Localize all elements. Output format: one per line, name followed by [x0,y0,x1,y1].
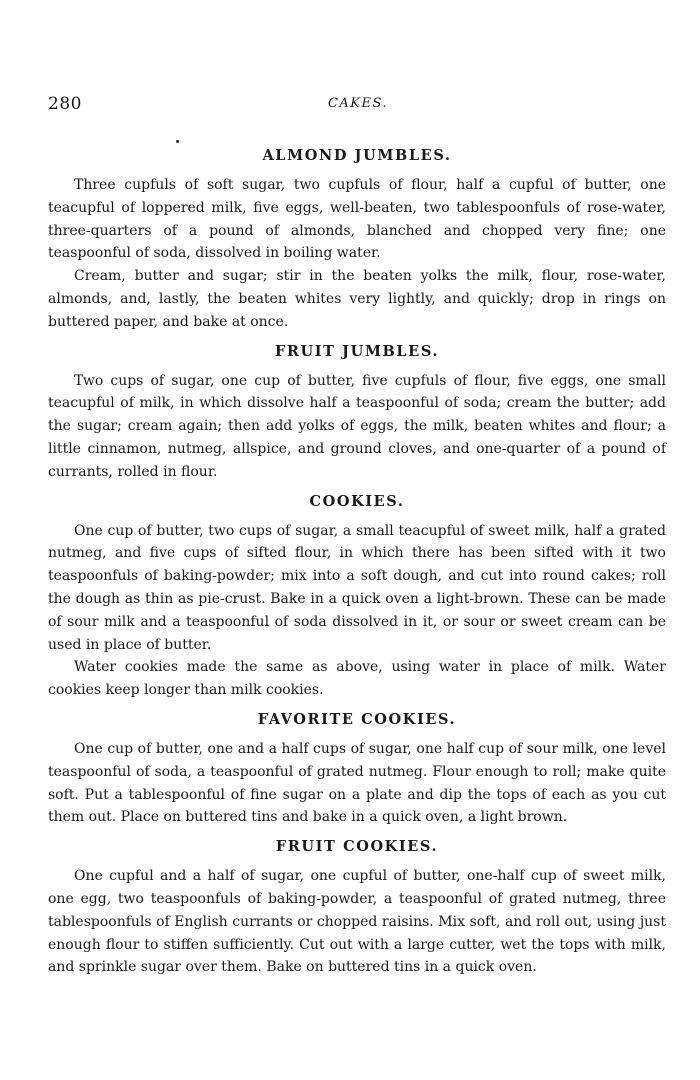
recipe-paragraph: One cupful and a half of sugar, one cupful of butter, one-half cup of sweet milk, one egg, two teaspoonfuls of baking-powder, a teaspoonful of grated nutmeg, three tablespoonfuls of English currants or chopped raisins. Mix soft, and roll out, using just enough flour to stiffen sufficiently. Cut out with a large cutter, wet the tops with milk, and sprinkle sugar over them. Bake on buttered tins in a quick oven. [48,868,666,976]
recipe-title: ALMOND JUMBLES. [262,147,452,164]
running-title: CAKES. [327,96,389,111]
recipe-paragraph: Two cups of sugar, one cup of butter, five cupfuls of flour, five eggs, one small teacupful of milk, in which dissolve half a teaspoonful of soda; cream the butter; add the sugar; cream again; then add yolks of eggs, the milk, beaten whites and flour; a little cinnamon, nutmeg, allspice, and ground cloves, and one-quarter of a pound of currants, rolled in flour. [48,372,666,480]
recipe-title: FRUIT COOKIES. [275,838,439,856]
recipe-paragraph: One cup of butter, two cups of sugar, a small teacupful of sweet milk, half a grated nutmeg, and five cups of sifted flour, in which there has been sifted with it two teaspoonfuls of baking-powder; mix into a soft dough, and cut into round cakes; roll the dough as thin as pie-crust. Bake in a quick oven a light-brown. These can be made of sour milk and a teaspoonful of soda dissolved in it, or sour or sweet cream can be used in place of butter. [48,522,666,653]
ink-speck [176,140,179,143]
recipe-cookies [48,492,666,702]
recipe-paragraph: Cream, butter and sugar; stir in the beaten yolks the milk, flour, rose-water, almonds, and, lastly, the beaten whites very lightly, and quickly; drop in rings on buttered paper, and bake at once. [48,268,666,330]
recipe-title: FAVORITE COOKIES. [257,710,457,728]
recipe-title: FRUIT JUMBLES. [274,342,440,360]
recipe-paragraph: Three cupfuls of soft sugar, two cupfuls of flour, half a cupful of butter, one teacupful of loppered milk, five eggs, well-beaten, two tablespoonfuls of rose-water, three-quarters of a pound of almonds, blanched and chopped very fine; one teaspoonful of soda, dissolved in boiling water. [48,177,666,262]
recipe-fruit-jumbles [48,342,666,484]
recipe-almond-jumbles [48,146,666,334]
recipe-favorite-cookies [48,710,666,829]
running-head [48,94,668,118]
recipe-paragraph: One cup of butter, one and a half cups of sugar, one half cup of sour milk, one level teaspoonful of soda, a teaspoonful of grated nutmeg. Flour enough to roll; make quite soft. Put a tablespoonful of fine sugar on a plate and dip the tops of each as you cut them out. Place on buttered tins and bake in a quick oven, a light brown. [48,740,666,826]
recipe-title: COOKIES. [309,492,405,510]
recipe-paragraph: Water cookies made the same as above, using water in place of milk. Water cookies keep longer than milk cookies. [48,659,666,699]
page-number: 280 [48,94,82,114]
recipe-fruit-cookies [48,837,666,979]
recipe-list [48,146,666,983]
